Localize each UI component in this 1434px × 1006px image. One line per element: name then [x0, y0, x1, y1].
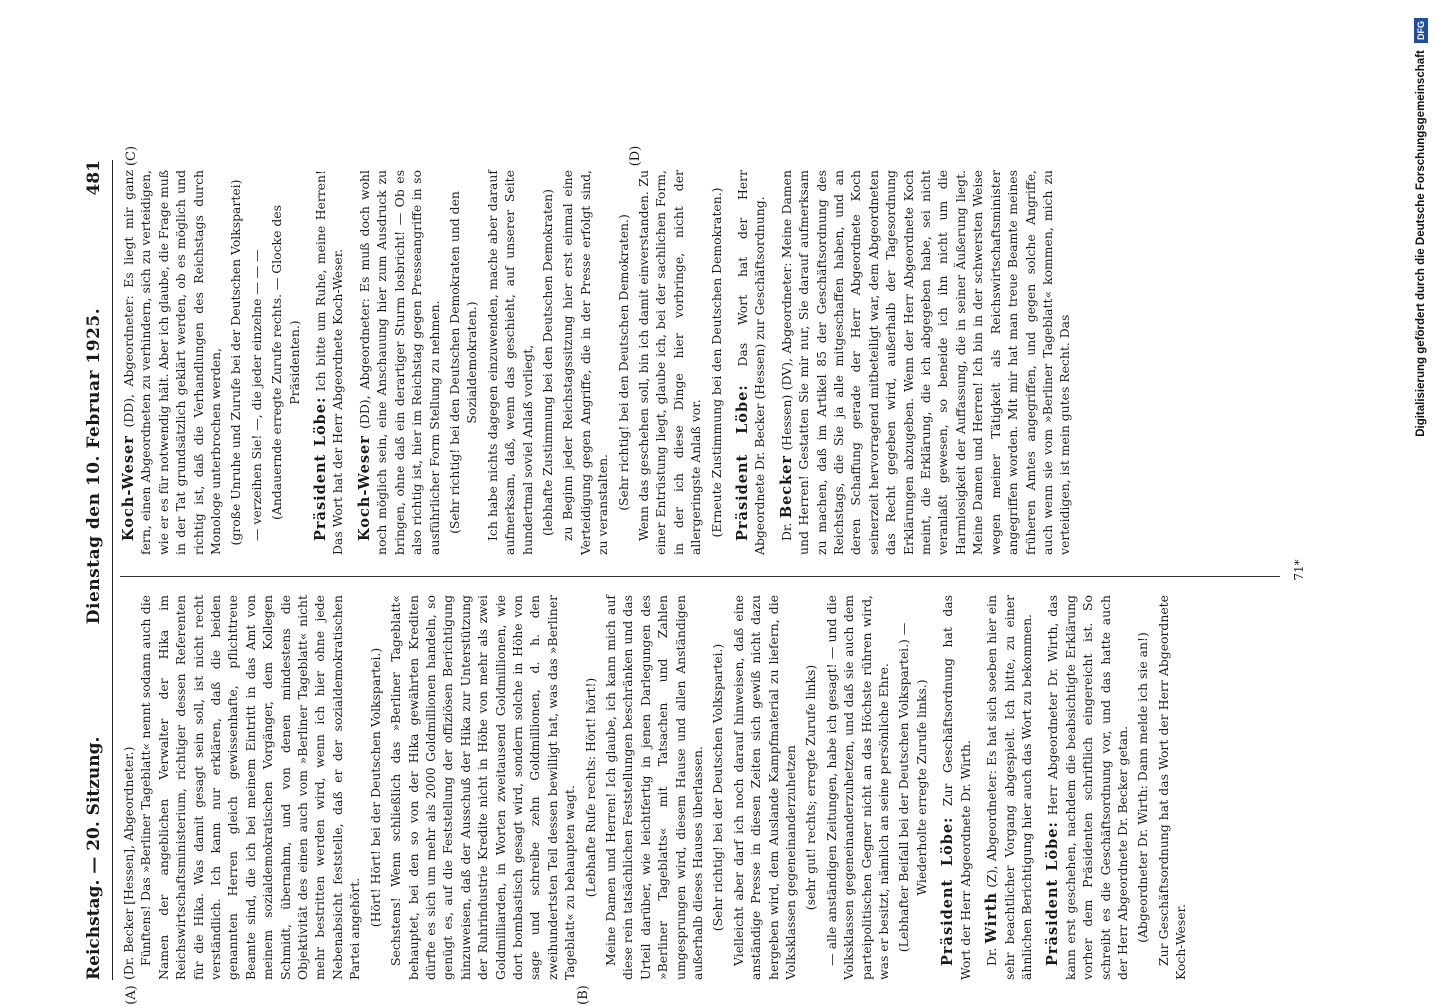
speech-president: [734, 170, 769, 555]
speech-text: (DD), Abgeordneter: Es muß doch wohl noch möglich sein, eine Anschauung hier zum Ausdruck zu bringen, ohne daß ein derartiger Sturm losbricht! — Ob es also richtig ist, hier im Reichstag gegen Presseangriffe in so ausführlicher Form Stellung zu nehmen.: [356, 170, 442, 555]
margin-marker-b: (B): [576, 985, 591, 1005]
speaker-name: Präsident Löbe:: [312, 396, 330, 541]
paragraph: Meine Damen und Herren! Ich glaube, ich kann mich auf diese rein tatsächlichen Feststellungen beschränken und das Urteil darüber, wie leichtfertig in jenen Darlegungen des »Berliner Tageblatts« mit Tatsachen und Zahlen umgesprungen wird, diesem Hause und allen Anständigen außerhalb dieses Hauses überlassen.: [602, 595, 705, 980]
interjection: (Sehr richtig! bei der Deutschen Volkspartei.): [710, 643, 726, 932]
speech-text: (Hessen) (DV), Abgeordneter: Meine Damen und Herren! Gestatten Sie mir nur, Sie darauf aufmerksam zu machen, daß im Artikel 85 der Geschäftsordnung des Reichstags, die Sie ja alle mitgeschaffen haben, und an deren Schaffung gerade der Herr Abgeordnete Koch seinerzeit hervorragend mitbeteiligt war, dem Abgeordneten das Recht gegeben wird, außerhalb der Tagesordnung Erklärungen abzugeben. Wenn der Herr Abgeordnete Koch meint, die Erklärung, die ich abgegeben habe, sei nicht veranlaßt gewesen, so beneide ich ihn nicht um die Harmlosigkeit der Auffassung, die in seiner Äußerung liegt. Meine Damen und Herren! Ich bin in der schwersten Weise wegen meiner Tätigkeit als Reichswirtschaftsminister angegriffen worden. Mit mir hat man treue Beamte meines früheren Amtes angegriffen, und gegen solche Angriffe, auch wenn sie vom »Berliner Tageblatt« kommen, mich zu verteidigen, ist mein gutes Recht. Das: [778, 170, 1073, 555]
interjection: (lebhafte Zustimmung bei den Deutschen Demokraten): [539, 189, 555, 537]
column-divider: [120, 576, 1280, 577]
page-number: 481: [84, 160, 104, 196]
interjection: (Sehr richtig! bei den Deutschen Demokraten.): [615, 214, 631, 511]
speaker-name: Becker: [777, 454, 795, 519]
speaker-name: Wirth: [983, 891, 1001, 944]
speech-president: [939, 595, 974, 980]
speech-text: Das Wort hat der Herr Abgeordnete Dr. Becker (Hessen) zur Geschäftsordnung.: [735, 170, 768, 555]
margin-marker-c: (C): [124, 145, 139, 167]
interjection: (Erneute Zustimmung bei den Deutschen Demokraten.): [708, 187, 724, 538]
paragraph: Sechstens! Wenn schließlich das »Berliner Tageblatt« behauptet, bei den so von der Hika gewährten Krediten dürfte es sich um mehr als 2000 Goldmillionen handeln, so genügt es, auf die Feststellung der offiziösen Berichtigung hinzuweisen, daß der Ausschuß der Hika zur Unterstützung der Ruhrindustrie Kredite nicht in Höhe von mehr als zwei Goldmilliarden, in Worten zweitausend Goldmillionen, wie dort bombastisch gesagt wird, sondern solche in Höhe von sage und schreibe zehn Goldmillionen, d. h. den zweihundertsten Teil dessen bewilligt hat, was das »Berliner Tageblatt« zu behaupten wagt.: [388, 595, 578, 980]
speaker-title: Dr.: [778, 522, 794, 541]
paragraph: Wenn das geschehen soll, bin ich damit einverstanden. Zu einer Entrüstung liegt, glaube ich, bei der sachlichen Form, in der ich diese Dinge hier vorbringe, nicht der allergeringste Anlaß vor.: [635, 170, 704, 555]
paragraph: — verzeihen Sie! —, die jeder einzelne — — —: [248, 249, 264, 541]
speech-text: Zur Geschäftsordnung hat das Wort der Herr Abgeordnete Dr. Wirth.: [940, 595, 973, 980]
speech-koch: [356, 170, 443, 555]
speech-text: Herr Abgeordneter Dr. Wirth, das kann erst geschehen, nachdem die beabsichtigte Erklärung vorher dem Präsidenten schriftlich eingereicht ist. So schreibt es die Geschäftsordnung vor, und das hatte auch der Herr Abgeordnete Dr. Becker getan.: [1045, 595, 1130, 980]
interjection: (Hört! Hört! bei der Deutschen Volkspartei.): [367, 647, 383, 928]
text-column-left: [120, 595, 1190, 980]
paragraph: Vielleicht aber darf ich noch darauf hinweisen, daß eine anständige Presse in diesen Zeiten sich gewiß nicht dazu hergeben wird, dem Auslande Kampfmaterial zu liefern, die Volksklassen gegeneinanderzuhetzen: [730, 595, 799, 980]
speech-text: Ich bitte um Ruhe, meine Herren! Das Wort hat der Herr Abgeordnete Koch-Weser.: [313, 170, 346, 555]
speaker-name: Präsident Löbe:: [734, 384, 751, 541]
digitization-sidebar: [1410, 8, 1432, 998]
speaker-name: Präsident Löbe:: [939, 816, 957, 966]
speaker-name: Koch-Weser: [355, 435, 373, 541]
speech-text: (DD), Abgeordneter: Es liegt mir ganz fern, einen Abgeordneten zu verhindern, sich zu verteidigen, wie er es für notwendig hält. Aber ich glaube, die Frage muß in der Tat grundsätzlich geklärt werden, ob es möglich und richtig ist, daß die Verhandlungen des Reichstags durch Monologe unterbrochen werden,: [121, 170, 224, 555]
margin-marker-d: (D): [628, 145, 643, 167]
header-date: Dienstag den 10. Februar 1925.: [84, 307, 104, 625]
interjection: (Lebhafter Beifall bei der Deutschen Volkspartei.) — Wiederholte erregte Zurufe links.): [896, 622, 929, 953]
paragraph: — alle anständigen Zeitungen, habe ich gesagt! — und die Volksklassen gegeneinanderzuhetzen, und daß sie auch dem parteipolitischen Gegner nicht an das Höchste rühren wird, was er besitzt, nämlich an seine persönliche Ehre.: [823, 595, 892, 980]
speaker-head: (Dr. Becker [Hessen], Abgeordneter.): [121, 746, 136, 980]
speech-koch: [120, 170, 224, 555]
interjection: (Sehr richtig! bei den Deutschen Demokraten und den Sozialdemokraten.): [446, 191, 480, 534]
text-column-right: [120, 170, 1074, 555]
interjection: (große Unruhe und Zurufe bei der Deutschen Volkspartei): [228, 179, 244, 546]
paragraph: zu Beginn jeder Reichstagssitzung hier erst einmal eine Verteidigung gegen Angriffe, die in der Presse erfolgt sind, zu veranstalten.: [560, 170, 611, 555]
speech-president: [312, 170, 347, 555]
header-rule: [112, 160, 113, 980]
header-left: Reichstag. — 20. Sitzung.: [84, 736, 104, 980]
paragraph: Zur Geschäftsordnung hat das Wort der Herr Abgeordnete Koch-Weser.: [1155, 595, 1189, 980]
speaker-title: Dr.: [984, 947, 1000, 966]
paragraph: Ich habe nichts dagegen einzuwenden, mache aber darauf aufmerksam, daß, wenn das geschieht, auf unserer Seite hundertmal soviel Anlaß vorliegt,: [484, 170, 535, 555]
document-page: [80, 140, 1320, 1005]
speech-wirth: [983, 595, 1035, 980]
speech-president: [1044, 595, 1131, 980]
speech-becker: [778, 170, 1074, 555]
paragraph: Fünftens! Das »Berliner Tageblatt« nennt sodann auch die Namen der angeblichen Verwalter der Hika im Reichswirtschaftsministerium, richtiger dessen Referenten für die Hika. Was damit gesagt sein soll, ist nicht recht verständlich. Ich kann nur erklären, daß die beiden genannten Herren gleich gewissenhafte, pflichttreue Beamte sind, die ich bei meinem Eintritt in das Amt von meinem sozialdemokratischen Vorgänger, dem Kollegen Schmidt, übernahm, und von denen mindestens die Objektivität des einen auch vom »Berliner Tageblatt« nicht mehr bestritten werden wird, wenn ich hier ohne jede Nebenabsicht feststelle, daß er der sozialdemokratischen Partei angehört.: [138, 595, 363, 980]
digitization-credit: [1410, 8, 1432, 998]
dfg-logo: DFG: [1414, 18, 1428, 43]
interjection: (Andauernde erregte Zurufe rechts. — Glocke des Präsidenten.): [269, 205, 302, 520]
speaker-name: Koch-Weser: [120, 435, 137, 541]
credit-text: Digitalisierung gefördert durch die Deutsche Forschungsgemeinschaft: [1415, 50, 1427, 437]
speaker-name: Präsident Löbe:: [1044, 821, 1062, 966]
margin-marker-a: (A): [124, 985, 139, 1005]
interjection: (Lebhafte Rufe rechts: Hört! hört!): [582, 677, 598, 898]
interjection: (Abgeordneter Dr. Wirth: Dann melde ich sie an!): [1135, 632, 1151, 943]
signature-mark: 71*: [1292, 559, 1306, 581]
interjection: (sehr gut! rechts; erregte Zurufe links): [803, 664, 819, 911]
page-header: [80, 160, 108, 980]
speech-text: (Z), Abgeordneter: Es hat sich soeben hier ein sehr beachtlicher Vorgang abgespielt. Ich bitte, zu einer ähnlichen Berichtigung hier auch das Wort zu bekommen.: [984, 595, 1034, 980]
